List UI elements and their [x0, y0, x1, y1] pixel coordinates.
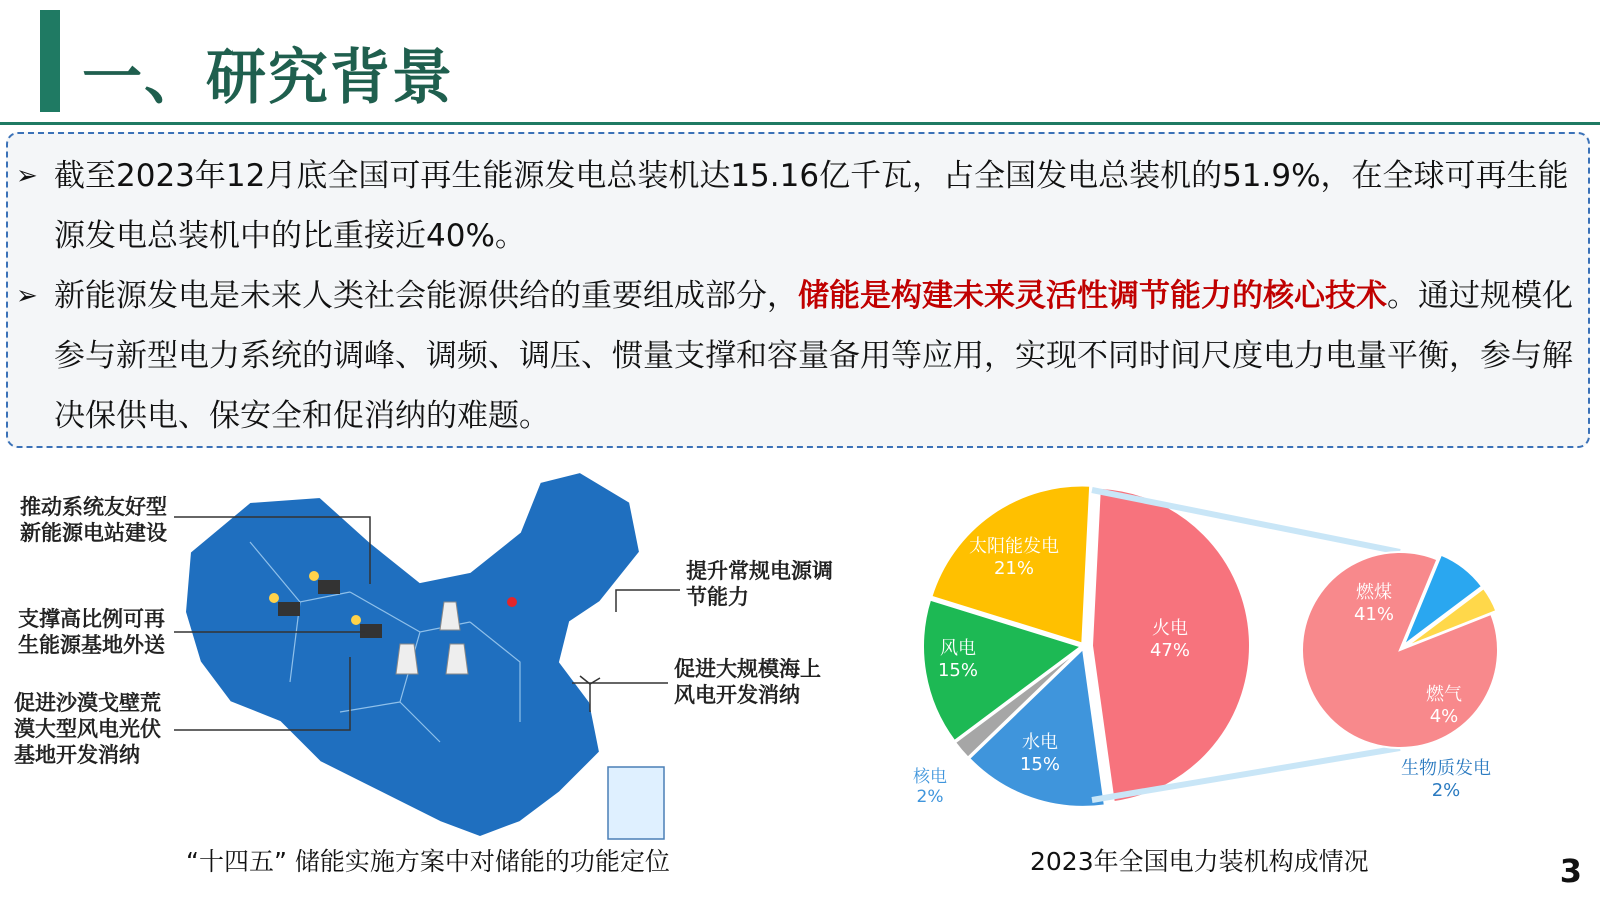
- map-label-left-2: 支撑高比例可再 生能源基地外送: [18, 607, 165, 657]
- pie-label-value-4: 21%: [993, 558, 1035, 579]
- map-caption: “十四五” 储能实施方案中对储能的功能定位: [186, 847, 670, 876]
- cooling-tower-icon: [446, 644, 468, 674]
- bullet-2-text: [16, 266, 1576, 446]
- pie-label-name-1: 水电: [1022, 732, 1058, 753]
- breakdown-label-value-2: 2%: [1431, 780, 1461, 801]
- chart-title: 2023年全国电力装机构成情况: [1030, 847, 1369, 876]
- breakdown-label-value-0: 41%: [1353, 604, 1395, 625]
- title-accent-bar: [40, 10, 60, 112]
- bullet-2-highlight: 储能是构建未来灵活性调节能力的核心技术: [798, 278, 1387, 314]
- bullet-1: [16, 146, 1576, 266]
- bullet-2-suffix: 。通过规模化参与新型电力系统的调峰、调频、调压、惯量支撑和容量备用等应用，实现不同时间尺度电力电量平衡，参与解决保供电、保安全和促消纳的难题。: [54, 278, 1573, 434]
- cooling-tower-icon: [396, 644, 418, 674]
- pie-label-value-2: 2%: [916, 787, 944, 807]
- cooling-tower-icon: [440, 602, 460, 630]
- map-label-right-2: 促进大规模海上 风电开发消纳: [674, 657, 821, 707]
- map-label-left-1: 推动系统友好型 新能源电站建设: [20, 495, 167, 545]
- map-label-right-1: 提升常规电源调 节能力: [686, 559, 833, 609]
- pie-label-name-0: 火电: [1152, 618, 1188, 639]
- bullet-2: [16, 266, 1576, 446]
- page-number: 3: [1559, 852, 1582, 890]
- breakdown-label-name-1: 燃气: [1426, 684, 1462, 705]
- title-divider: [0, 122, 1600, 125]
- leader-line: [616, 590, 680, 612]
- breakdown-label-name-0: 燃煤: [1356, 582, 1392, 603]
- breakdown-label-value-1: 4%: [1429, 706, 1459, 727]
- bullet-2-prefix: 新能源发电是未来人类社会能源供给的重要组成部分，: [54, 278, 798, 314]
- pie-label-value-3: 15%: [937, 660, 979, 681]
- power-capacity-pie-chart: [900, 486, 1560, 826]
- pie-label-value-1: 15%: [1019, 754, 1061, 775]
- map-label-left-3: 促进沙漠戈壁荒 漠大型风电光伏 基地开发消纳: [14, 691, 161, 767]
- pie-label-name-2: 核电: [913, 767, 947, 787]
- bullet-arrow-icon: ➢: [16, 161, 38, 191]
- capital-marker-icon: [507, 597, 517, 607]
- pie-label-value-0: 47%: [1149, 640, 1191, 661]
- page-title: 一、研究背景: [82, 43, 454, 113]
- bullet-arrow-icon: ➢: [16, 281, 38, 311]
- pie-label-name-4: 太阳能发电: [969, 536, 1059, 557]
- south-sea-inset: [608, 767, 664, 839]
- breakdown-label-name-2: 生物质发电: [1401, 758, 1491, 779]
- pie-label-name-3: 风电: [940, 638, 976, 659]
- bullet-1-text: 截至2023年12月底全国可再生能源发电总装机达15.16亿千瓦，占全国发电总装机的51.9%，在全球可再生能源发电总装机中的比重接近40%。: [54, 158, 1569, 254]
